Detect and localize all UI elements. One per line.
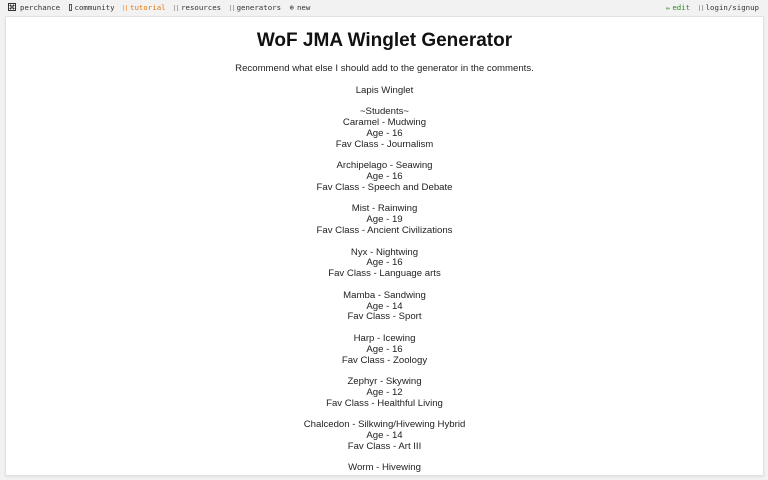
nav-perchance[interactable] [8,0,60,16]
nav-resources[interactable] [174,0,221,16]
generator-output-panel [5,16,764,476]
list-icon [174,5,178,11]
nav-edit[interactable] [666,0,690,16]
student-name: Mist - Rainwing [351,203,418,215]
box-icon [69,4,72,11]
student-name: Mamba - Sandwing [343,289,426,301]
nav-tutorial[interactable] [123,0,166,16]
student-name: Worm - Hivewing [348,462,421,474]
student-class: Fav Class - Language arts [328,268,441,280]
nav-right-group [666,0,759,16]
nav-perchance-label: perchance [20,3,61,12]
user-icon [699,5,703,11]
nav-tutorial-label: tutorial [130,3,166,12]
nav-edit-label: edit [672,3,691,12]
winglet-name: Lapis Winglet [355,84,414,96]
intro-text: Recommend what else I should add to the generator in the comments. [235,63,534,74]
die-icon [8,3,16,11]
pencil-icon: ✏ [665,3,671,12]
student-class: Fav Class - Zoology [341,354,428,366]
student-name: Archipelago - Seawing [336,160,433,172]
top-navigation-bar [0,0,768,16]
student-age: Age - 16 [366,343,403,355]
nav-login-label: login/signup [705,3,759,12]
generator-output [6,64,763,474]
student-age: Age - 14 [366,430,403,442]
nav-left-group [8,0,314,16]
section-heading: ~Students~ [359,106,410,118]
student-class: Fav Class - Sport [347,311,422,323]
student-age: Age - 16 [366,170,403,182]
book-icon [123,5,127,11]
nav-resources-label: resources [181,3,222,12]
plus-circle-icon: ⊕ [289,3,294,12]
student-class: Fav Class - Speech and Debate [316,181,453,193]
student-name: Nyx - Nightwing [350,246,419,258]
student-class: Fav Class - Ancient Civilizations [316,224,453,236]
student-name: Harp - Icewing [353,332,416,344]
nav-community-label: community [74,3,115,12]
student-name: Caramel - Mudwing [342,116,427,128]
nav-login-signup[interactable] [699,0,759,16]
nav-generators[interactable] [230,0,282,16]
nav-new[interactable] [290,0,311,16]
student-class: Fav Class - Art III [347,440,422,452]
student-age: Age - 16 [366,257,403,269]
nav-generators-label: generators [236,3,282,12]
student-age: Age - 14 [366,300,403,312]
student-age: Age - 19 [366,214,403,226]
list-icon [230,5,234,11]
nav-community[interactable] [69,0,115,16]
student-class: Fav Class - Journalism [335,138,434,150]
student-name: Zephyr - Skywing [347,376,422,388]
student-age: Age - 12 [366,386,403,398]
student-age: Age - 16 [366,127,403,139]
page-title: WoF JMA Winglet Generator [256,30,513,51]
nav-new-label: new [296,3,311,12]
student-class: Fav Class - Healthful Living [326,397,443,409]
student-name: Chalcedon - Silkwing/Hivewing Hybrid [303,419,466,431]
